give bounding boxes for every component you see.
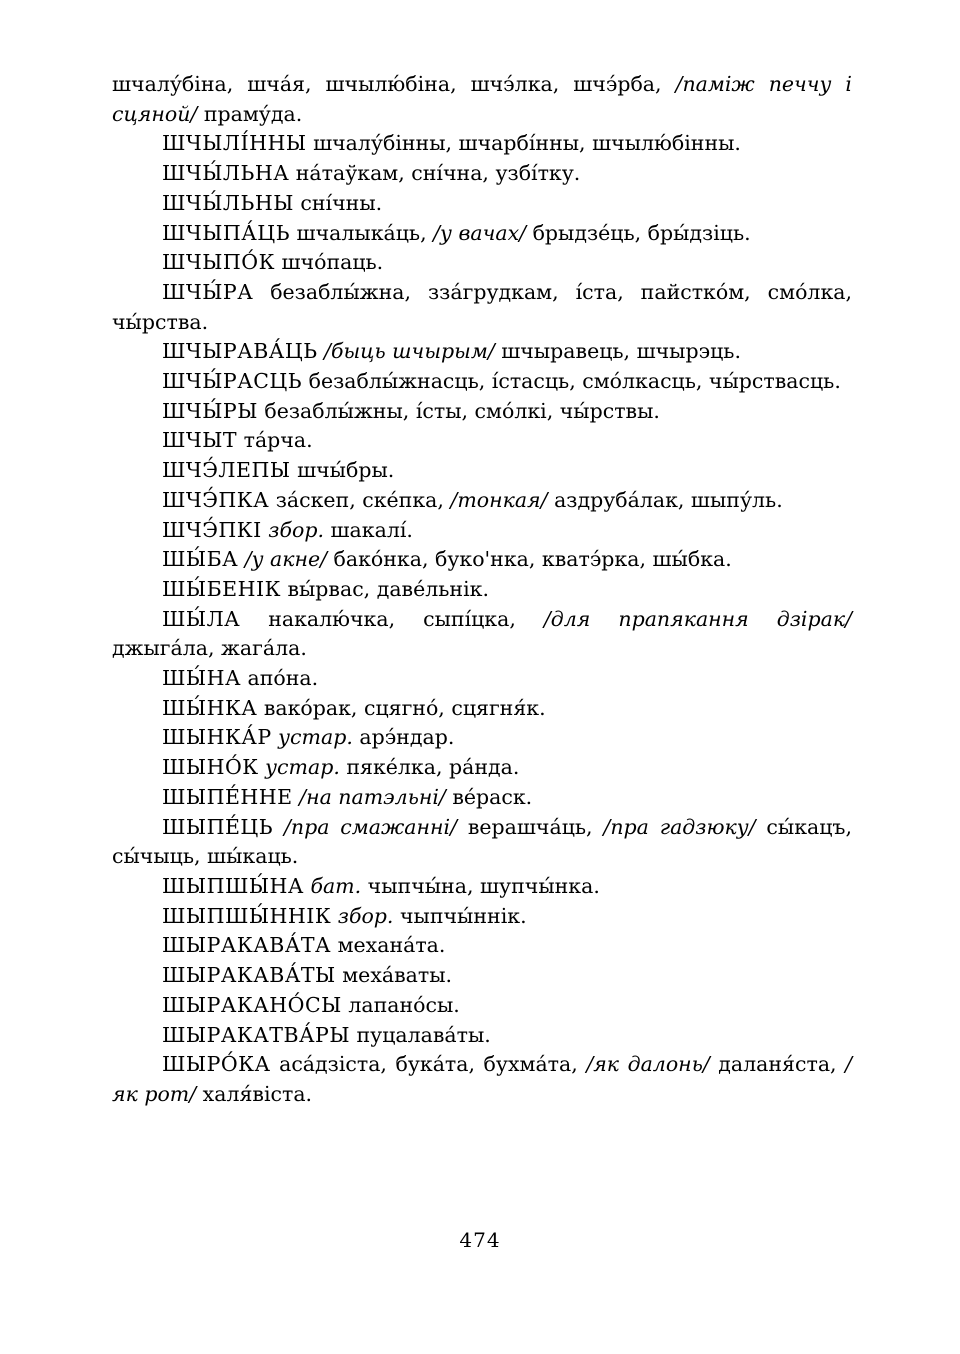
headword: ШЧЭ́ПКІ: [162, 517, 262, 542]
synonyms-text: вако́рак, сцягно́, сцягня́к.: [257, 695, 546, 720]
dictionary-entry: [112, 872, 852, 902]
headword: ШЫ́НКА: [162, 695, 258, 720]
synonyms-text: безаблы́жнасць, і́стасць, смо́лкасць, чы́рствасць.: [302, 369, 841, 394]
dictionary-entry: [112, 516, 852, 546]
dictionary-entry: [112, 545, 852, 575]
dictionary-entry: [112, 397, 852, 427]
synonyms-text: та́рча.: [237, 428, 313, 453]
headword: ШЧЭ́ЛЕПЫ: [162, 458, 291, 483]
synonyms-text: апо́на.: [240, 666, 319, 691]
synonyms-text: безаблы́жна, зза́грудкам, і́ста, пайстко́м, смо́лка, чы́рства.: [112, 279, 852, 334]
usage-note: /пра смажанні/: [283, 814, 457, 839]
usage-note: /як рот/: [112, 1052, 853, 1106]
synonyms-text: брыдзе́ць, бры́дзіць.: [526, 220, 751, 245]
usage-note: /для прапякання дзірак/: [543, 606, 852, 631]
headword: ШЫРАКАВА́ТА: [162, 933, 332, 958]
headword: ШЫРО́КА: [162, 1052, 271, 1077]
synonyms-text: механа́та.: [331, 933, 446, 958]
headword: ШЧЫПО́К: [162, 250, 275, 275]
dictionary-entry: [112, 189, 852, 219]
synonyms-text: шакалі́.: [323, 517, 413, 542]
dictionary-entry: [112, 753, 852, 783]
dictionary-entry: [112, 813, 852, 872]
headword: ШЫ́ЛА: [162, 606, 241, 631]
synonyms-text: аздруба́лак, шыпу́ль.: [547, 487, 783, 512]
usage-note: /на патэльні/: [299, 784, 446, 809]
usage-note: устар.: [278, 725, 353, 750]
headword: ШЫ́НА: [162, 666, 241, 691]
synonyms-text: шчалу́біна, шча́я, шчылю́біна, шчэ́лка, шчэ́рба,: [112, 72, 676, 96]
dictionary-entry: [112, 605, 852, 664]
headword: ШЫРАКАТВА́РЫ: [162, 1022, 350, 1047]
synonyms-text: за́скеп, ске́пка,: [269, 487, 451, 512]
headword: ШЫРАКАНО́СЫ: [162, 992, 342, 1017]
headword: ШЧЫЛІ́ННЫ: [162, 131, 307, 156]
dictionary-entry: [112, 664, 852, 694]
synonyms-text: сні́чны.: [293, 190, 383, 215]
usage-note: /у акне/: [244, 547, 328, 572]
headword: ШЫ́БЕНІК: [162, 576, 281, 601]
synonyms-text: чыпчы́ннік.: [393, 903, 527, 928]
dictionary-entry: [112, 129, 852, 159]
synonyms-text: верашча́ць,: [456, 814, 604, 839]
synonyms-text: даланя́ста,: [709, 1052, 846, 1077]
headword: ШЧЫ́РА: [162, 279, 254, 304]
synonyms-text: шчыравець, шчырэць.: [494, 339, 741, 364]
dictionary-entry: [112, 961, 852, 991]
usage-note: /паміж печчу і сцяной/: [112, 72, 852, 126]
headword: ШЧЭ́ПКА: [162, 487, 270, 512]
headword: ШЧЫ́РЫ: [162, 398, 258, 423]
synonyms-text: праму́да.: [197, 101, 303, 126]
synonyms-text: лапано́сы.: [341, 992, 460, 1017]
dictionary-entry: [112, 486, 852, 516]
dictionary-entry: [112, 931, 852, 961]
synonyms-text: ве́раск.: [445, 784, 533, 809]
headword: ШЧЫПА́ЦЬ: [162, 220, 291, 245]
headword: ШЫ́БА: [162, 547, 239, 572]
headword: ШЧЫ́ЛЬНЫ: [162, 190, 294, 215]
dictionary-entry: [112, 70, 852, 129]
dictionary-entry: [112, 575, 852, 605]
synonyms-text: чыпчы́на, шупчы́нка.: [361, 873, 600, 898]
synonyms-text: шчалыка́ць,: [290, 220, 434, 245]
dictionary-entry: [112, 1050, 852, 1109]
dictionary-entry: [112, 367, 852, 397]
synonyms-text: пяке́лка, ра́нда.: [339, 755, 520, 780]
dictionary-entry: [112, 278, 852, 337]
synonyms-text: сы́кацъ, сы́чыць, шы́каць.: [112, 814, 852, 869]
usage-note: /у вачах/: [433, 220, 527, 245]
usage-note: /як далонь/: [586, 1052, 710, 1077]
dictionary-entry: [112, 337, 852, 367]
headword: ШЧЫРАВА́ЦЬ: [162, 339, 318, 364]
dictionary-entry: [112, 723, 852, 753]
usage-note: /быць шчырым/: [324, 339, 495, 364]
synonyms-text: [273, 815, 284, 839]
headword: ШЫНКА́Р: [162, 725, 272, 750]
usage-note: бат.: [310, 873, 362, 898]
dictionary-entry: [112, 783, 852, 813]
synonyms-text: шчы́бры.: [290, 458, 395, 483]
usage-note: /пра гадзюку/: [603, 814, 756, 839]
dictionary-entry: [112, 991, 852, 1021]
headword: ШЧЫТ: [162, 428, 238, 453]
usage-note: збор.: [268, 517, 324, 542]
headword: ШЫПЕ́ЦЬ: [162, 814, 274, 839]
synonyms-text: арэ́ндар.: [352, 725, 455, 750]
usage-note: збор.: [337, 903, 394, 928]
dictionary-entry: [112, 159, 852, 189]
page-number: 474: [459, 1228, 501, 1252]
synonyms-text: безаблы́жны, і́сты, смо́лкі, чы́рствы.: [257, 398, 660, 423]
usage-note: устар.: [265, 755, 340, 780]
dictionary-entry: [112, 1021, 852, 1051]
synonyms-text: шчалу́бінны, шчарбі́нны, шчылю́бінны.: [306, 131, 741, 156]
synonyms-text: шчо́паць.: [274, 250, 384, 275]
dictionary-entry: [112, 426, 852, 456]
synonyms-text: пуцалава́ты.: [350, 1022, 491, 1047]
dictionary-entry: [112, 694, 852, 724]
headword: ШЫНО́К: [162, 755, 259, 780]
synonyms-text: вы́рвас, даве́льнік.: [280, 576, 489, 601]
synonyms-text: меха́ваты.: [335, 963, 453, 988]
headword: ШЧЫ́РАСЦЬ: [162, 369, 303, 394]
synonyms-text: аса́дзіста, бука́та, бухма́та,: [270, 1052, 587, 1077]
headword: ШЧЫ́ЛЬНА: [162, 161, 290, 186]
synonyms-text: джыга́ла, жага́ла.: [112, 636, 307, 661]
synonyms-text: бако́нка, букo'нка, кватэ́рка, шы́бка.: [327, 547, 732, 572]
headword: ШЫПШЫ́ННІК: [162, 903, 332, 928]
dictionary-entry: [112, 902, 852, 932]
usage-note: /тонкая/: [450, 487, 548, 512]
dictionary-entry: [112, 456, 852, 486]
dictionary-entry: [112, 219, 852, 249]
dictionary-entry: [112, 248, 852, 278]
headword: ШЫПЕ́ННЕ: [162, 784, 293, 809]
synonyms-text: на́таўкам, сні́чна, узбі́тку.: [289, 161, 581, 186]
headword: ШЫРАКАВА́ТЫ: [162, 963, 336, 988]
dictionary-page: [112, 70, 852, 1110]
synonyms-text: халя́віста.: [196, 1081, 313, 1106]
headword: ШЫПШЫ́НА: [162, 873, 304, 898]
synonyms-text: накалю́чка, сыпі́цка,: [240, 606, 544, 631]
